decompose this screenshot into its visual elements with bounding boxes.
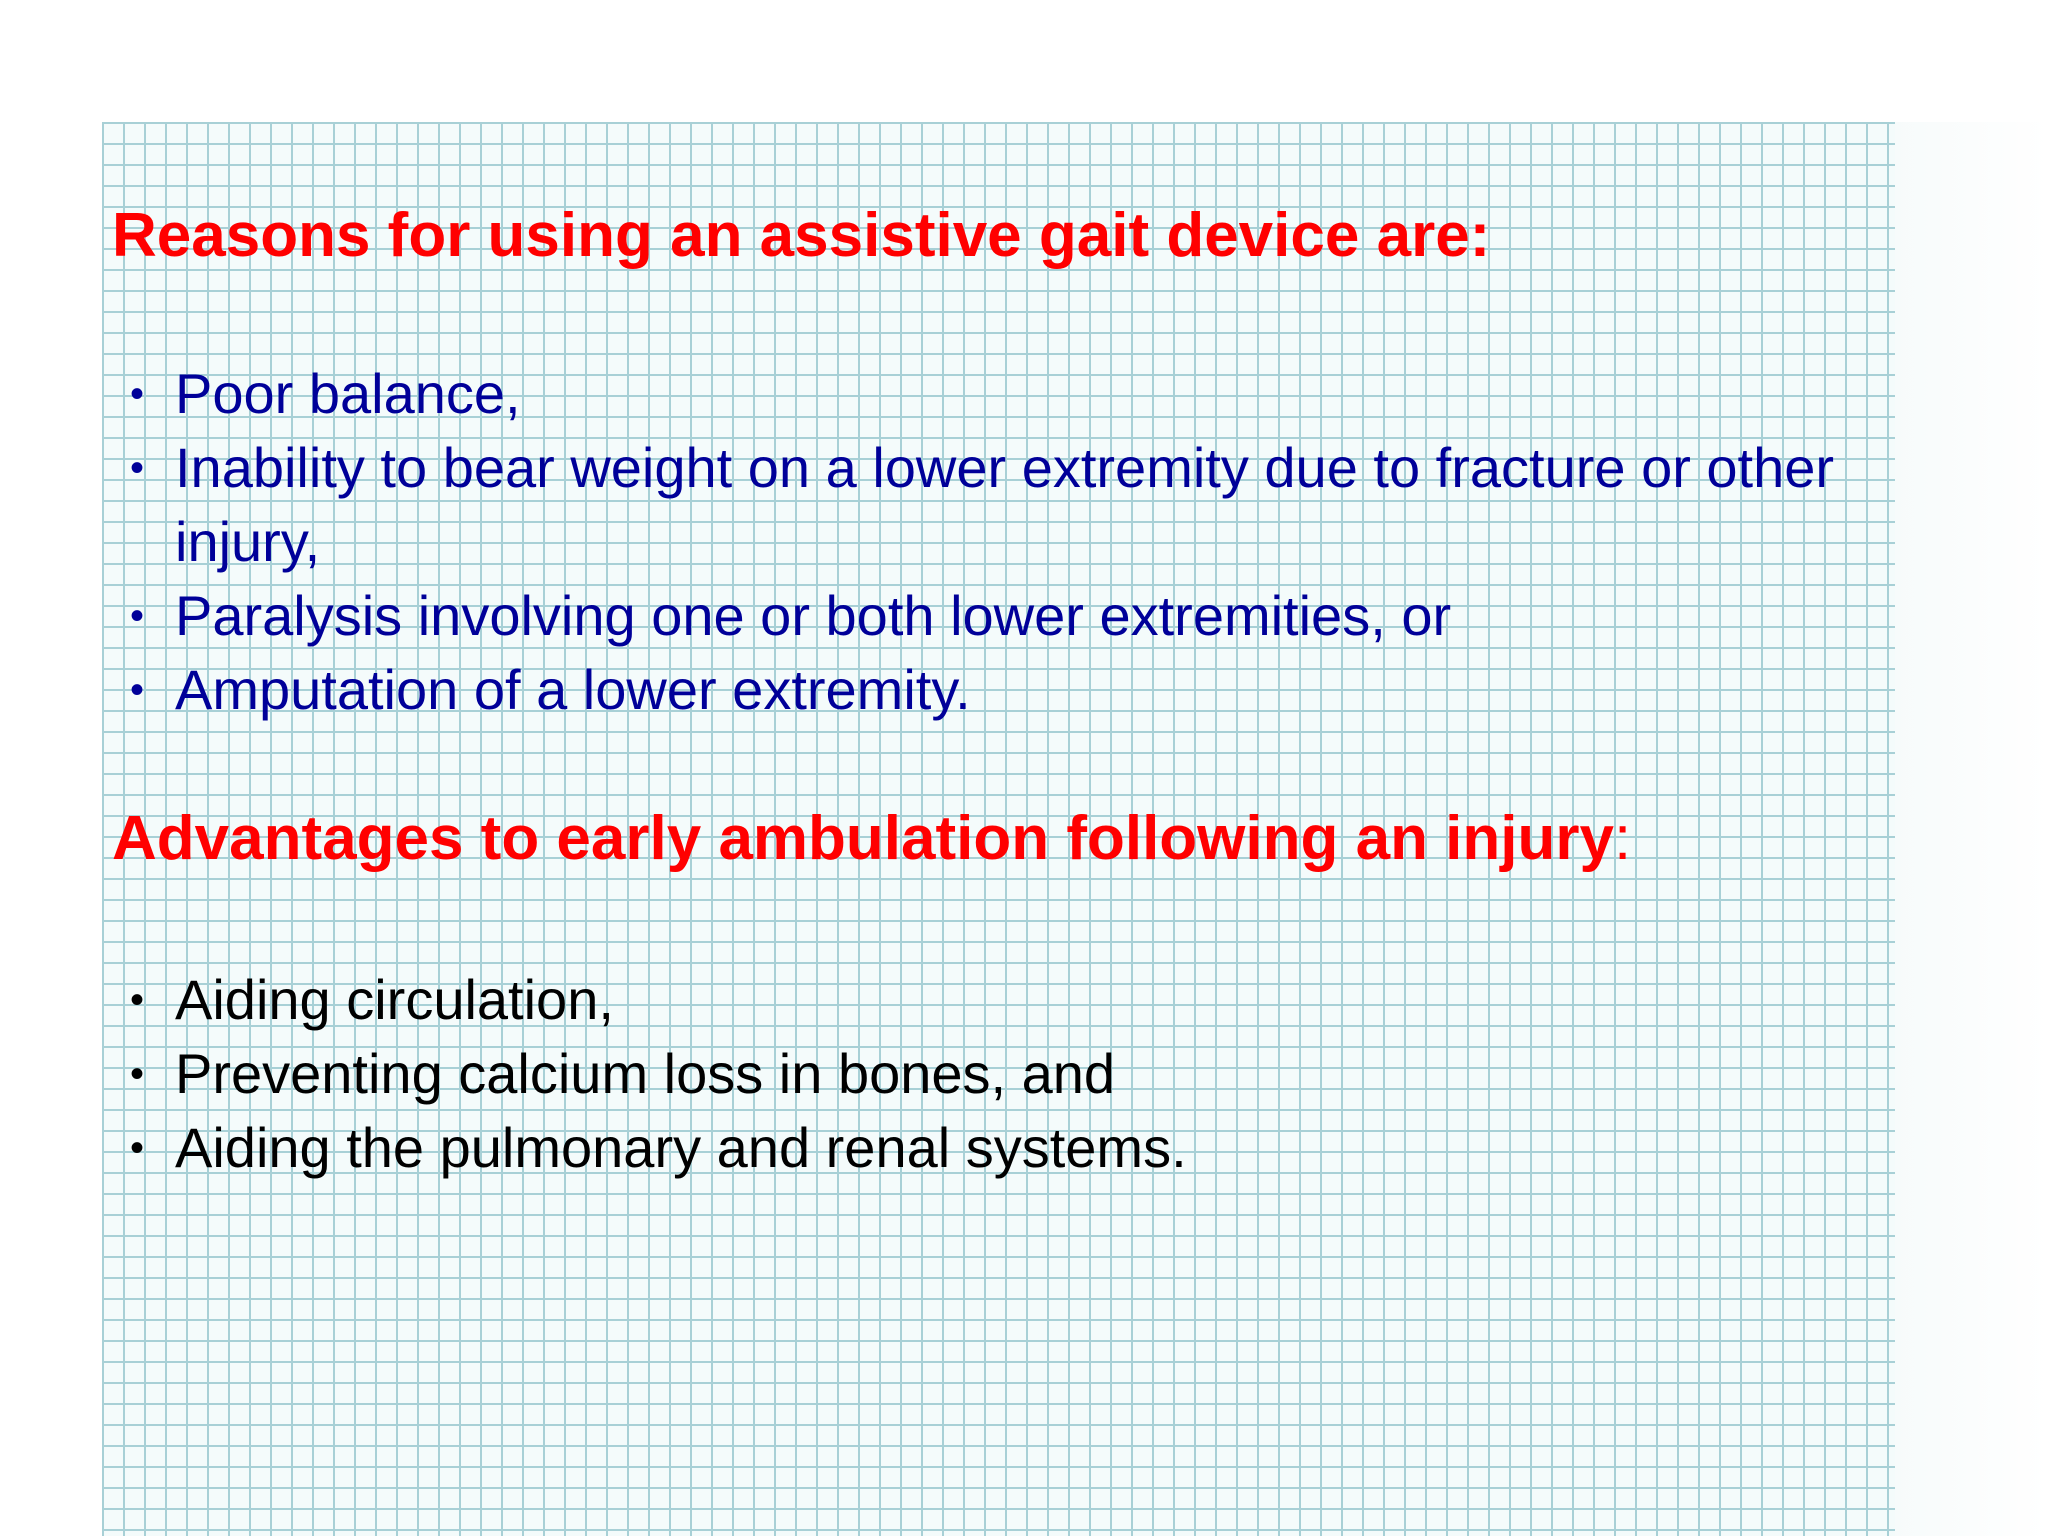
bullet-icon: • [130, 1052, 145, 1096]
list-item-text: Aiding circulation, [175, 968, 614, 1031]
list-item-text: Aiding the pulmonary and renal systems. [175, 1116, 1187, 1179]
heading-advantages-colon: : [1614, 804, 1632, 873]
list-item-text: Paralysis involving one or both lower extremities, or [175, 584, 1452, 647]
list-item [125, 357, 1885, 431]
list-item [125, 1111, 1825, 1185]
bullet-icon: • [130, 594, 145, 638]
list-item-text: Poor balance, [175, 362, 521, 425]
list-item [125, 431, 1885, 579]
bullet-icon: • [130, 446, 145, 490]
heading-advantages [112, 805, 1631, 873]
heading-reasons: Reasons for using an assistive gait device are: [112, 201, 1491, 270]
list-item [125, 1037, 1825, 1111]
list-item [125, 653, 1885, 727]
heading-advantages-text: Advantages to early ambulation following an injury [112, 804, 1614, 873]
list-item [125, 579, 1885, 653]
list-item-text: Inability to bear weight on a lower extremity due to fracture or other injury, [175, 436, 1835, 573]
list-item [125, 963, 1825, 1037]
bullet-icon: • [130, 668, 145, 712]
list-item-text: Amputation of a lower extremity. [175, 658, 971, 721]
background-fade [1895, 122, 2048, 1536]
bullet-icon: • [130, 1126, 145, 1170]
list-item-text: Preventing calcium loss in bones, and [175, 1042, 1116, 1105]
bullet-icon: • [130, 372, 145, 416]
reasons-list [125, 357, 1885, 727]
advantages-list [125, 963, 1825, 1185]
bullet-icon: • [130, 978, 145, 1022]
